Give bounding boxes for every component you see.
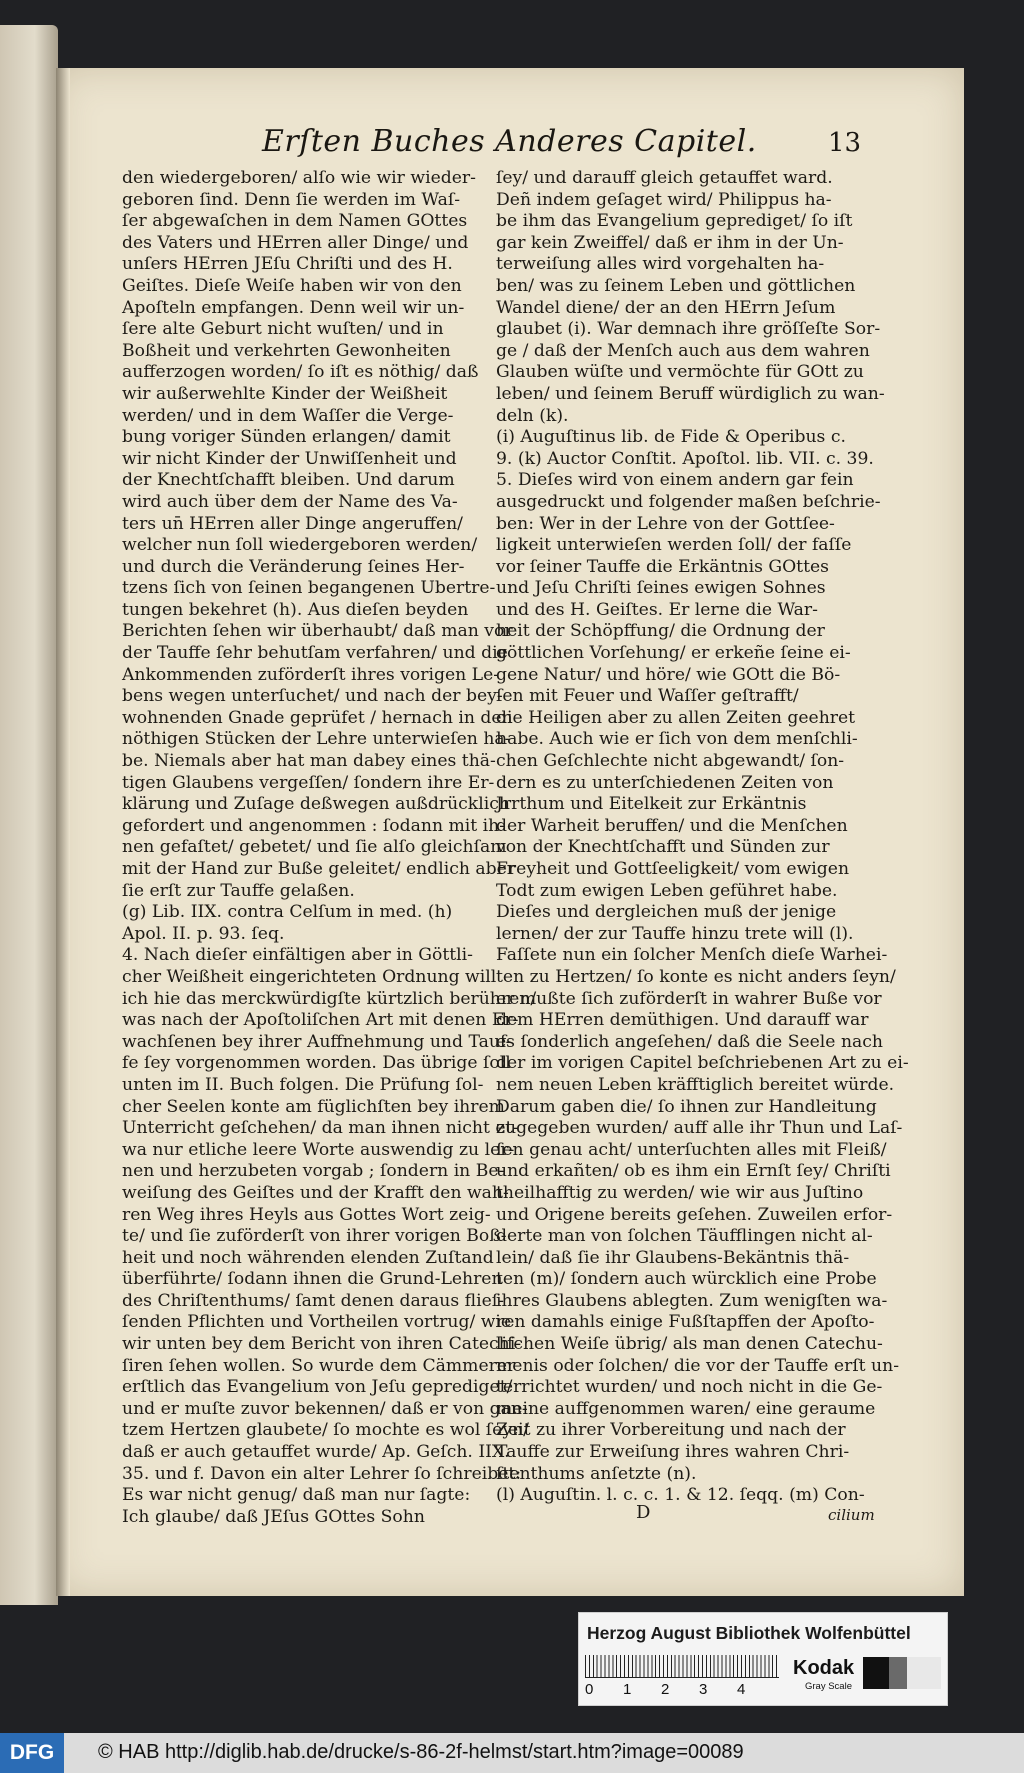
text-line: und Jeſu Chriſti ſeines ewigen Sohnes: [496, 578, 826, 599]
kodak-label: Kodak: [793, 1657, 855, 1679]
text-line: gene Natur/ und höre/ wie GOtt die Bö-: [496, 664, 841, 685]
text-line: be. Niemals aber hat man dabey eines thä-: [122, 751, 496, 772]
text-line: terrichtet wurden/ und noch nicht in die Ge-: [496, 1377, 883, 1398]
text-line: des Chriſtenthums/ ſamt denen daraus flieſ-: [122, 1290, 504, 1311]
text-line: wird auch über dem der Name des Va-: [122, 491, 458, 512]
text-line: ben/ was zu ſeinem Leben und göttlichen: [496, 275, 856, 296]
text-line: der im vorigen Capitel beſchriebenen Art zu ei-: [496, 1053, 909, 1074]
copyright-link[interactable]: © HAB http://diglib.hab.de/drucke/s-86-2f-helmst/start.htm?image=00089: [98, 1741, 744, 1763]
text-line: deln (k).: [496, 405, 569, 426]
text-line: ſiren ſehen wollen. So wurde dem Cämmerer: [122, 1355, 516, 1376]
text-line: ben: Wer in der Lehre von der Gottſee-: [496, 513, 835, 534]
text-line: chen Geſchlechte nicht abgewandt/ ſon-: [496, 751, 845, 772]
text-line: wir unten bey dem Bericht von ihren Catechi-: [122, 1334, 522, 1355]
black-swatch: [863, 1657, 889, 1689]
text-line: er mußte ſich zuförderſt in wahrer Buße vor: [496, 988, 882, 1009]
text-line: der Tauffe ſehr behutſam verfahren/ und die: [122, 643, 508, 664]
text-line: be ihm das Evangelium geprediget/ ſo iſt: [496, 211, 853, 232]
text-line: Apol. II. p. 93. ſeq.: [122, 923, 285, 944]
text-line: ſey/ und darauff gleich getauffet ward.: [496, 168, 833, 188]
text-line: überführte/ ſodann ihnen die Grund-Lehren: [122, 1269, 503, 1290]
text-line: derte man von ſolchen Täufflingen nicht al-: [496, 1226, 873, 1247]
text-line: Freyheit und Gottſeeligkeit/ vom ewigen: [496, 859, 850, 879]
page-gutter: [56, 68, 70, 1596]
text-line: 4. Nach dieſer einfältigen aber in Göttli-: [122, 945, 473, 966]
text-line: fe ſey vorgenommen worden. Das übrige ſoll: [122, 1053, 511, 1074]
text-line: (l) Auguſtin. l. c. c. 1. & 12. ſeqq. (m) Con-: [496, 1485, 865, 1506]
text-line: von der Knechtſchafft und Sünden zur: [496, 837, 830, 858]
text-line: klärung und Zuſage deßwegen außdrücklich: [122, 794, 510, 815]
gray-swatch: [889, 1657, 907, 1689]
text-line: Tauffe zur Erweiſung ihres wahren Chri-: [496, 1442, 850, 1463]
catchword: cilium: [828, 1506, 875, 1524]
text-line: ausgedruckt und folgender maßen beſchrie-: [496, 491, 881, 512]
text-line: Ich glaube/ daß JEſus GOttes Sohn: [122, 1506, 425, 1527]
text-line: und er muſte zuvor bekennen/ daß er von gan-: [122, 1398, 528, 1419]
text-line: wa nur etliche leere Worte auswendig zu ler-: [122, 1139, 515, 1160]
scale-numbers: [585, 1681, 775, 1698]
text-line: menis oder ſolchen/ die vor der Tauffe erſt un-: [496, 1355, 899, 1376]
text-line: cher Seelen konte am füglichſten bey ihrem: [122, 1096, 505, 1117]
scale-number: 2: [661, 1681, 670, 1698]
text-line: unſers HErren JEſu Chriſti und des H.: [122, 254, 453, 275]
scale-number: 3: [699, 1681, 708, 1698]
text-line: Es war nicht genug/ daß man nur ſagte:: [122, 1485, 471, 1506]
text-line: ich hie das merckwürdigſte kürtzlich berühren/: [122, 988, 537, 1009]
text-line: geboren ſind. Denn ſie werden im Waſ-: [122, 189, 461, 210]
text-line: dern es zu unterſchiedenen Zeiten von: [496, 772, 834, 793]
text-line: wohnenden Gnade geprüfet / hernach in den: [122, 707, 513, 728]
text-line: ihres Glaubens ablegten. Zum wenigſten wa-: [496, 1290, 888, 1311]
facing-page-edge: [0, 25, 58, 1605]
text-line: leben/ und ſeinem Beruff würdiglich zu wan-: [496, 383, 885, 404]
text-line: zugegeben wurden/ auff alle ihr Thun und Laſ-: [496, 1118, 903, 1139]
text-line: ſenden Pflichten und Vortheilen vortrug/ wie: [122, 1312, 512, 1333]
gray-scale-label: Gray Scale: [805, 1681, 852, 1692]
dfg-logo[interactable]: DFG: [0, 1733, 64, 1773]
text-line: wir nicht Kinder der Unwiſſenheit und: [122, 448, 457, 469]
text-line: vor ſeiner Tauffe die Erkäntnis GOttes: [496, 556, 829, 577]
text-line: ters un̄ HErren aller Dinge angeruffen/: [122, 513, 463, 534]
text-line: Unterricht geſchehen/ da man ihnen nicht et-: [122, 1118, 519, 1139]
text-line: ren damahls einige Fußſtapffen der Apoſto-: [496, 1312, 875, 1333]
text-line: des Vaters und HErren aller Dinge/ und: [122, 232, 469, 253]
text-line: wachſenen bey ihrer Auffnehmung und Tauf-: [122, 1031, 512, 1052]
running-header: Erſten Buches Anderes Capitel.: [262, 124, 757, 159]
text-line: Todt zum ewigen Leben geführet habe.: [496, 880, 838, 901]
text-line: Faſſete nun ein ſolcher Menſch dieſe Warhei-: [496, 945, 888, 966]
text-line: daß er auch getauffet wurde/ Ap. Geſch. IIX.: [122, 1442, 510, 1463]
text-line: ſen mit Feuer und Waſſer geſtrafft/: [496, 686, 799, 707]
text-line: der Warheit beruffen/ und die Menſchen: [496, 815, 848, 836]
right-text-column: [496, 168, 909, 1507]
text-line: theilhafftig zu werden/ wie wir aus Juſtino: [496, 1182, 864, 1203]
text-line: Deñ indem geſaget wird/ Philippus ha-: [496, 189, 832, 210]
text-line: werden/ und in dem Waſſer die Verge-: [122, 405, 454, 426]
text-line: wir außerwehlte Kinder der Weißheit: [122, 383, 448, 404]
text-line: die Heiligen aber zu allen Zeiten geehret: [496, 707, 856, 728]
text-line: habe. Auch wie er ſich von dem menſchli-: [496, 729, 858, 750]
ruler-scale: [585, 1655, 779, 1678]
text-line: Boßheit und verkehrten Gewonheiten: [122, 340, 451, 361]
text-line: ge / daß der Menſch auch aus dem wahren: [496, 340, 870, 361]
text-line: tzem Hertzen glaubete/ ſo mochte es wol ſeyn/: [122, 1420, 529, 1441]
text-line: bens wegen unterſuchet/ und nach der bey-: [122, 686, 503, 707]
text-line: lernen/ der zur Tauffe hinzu trete will (l).: [496, 923, 854, 944]
text-line: tungen bekehret (h). Aus dieſen beyden: [122, 599, 469, 620]
viewer-footer: [0, 1733, 1024, 1773]
scale-number: 1: [623, 1681, 632, 1698]
text-line: und des H. Geiſtes. Er lerne die War-: [496, 599, 818, 620]
text-line: heit der Schöpffung/ die Ordnung der: [496, 621, 825, 642]
white-swatch: [907, 1657, 941, 1689]
text-line: 9. (k) Auctor Conſtit. Apoſtol. lib. VII. c. 39.: [496, 448, 874, 469]
text-line: nem neuen Leben kräfftiglich bereitet würde.: [496, 1074, 895, 1095]
text-line: was nach der Apoſtoliſchen Art mit denen Er-: [122, 1010, 519, 1031]
scale-number: 4: [737, 1681, 746, 1698]
text-line: Darum gaben die/ ſo ihnen zur Handleitung: [496, 1096, 877, 1117]
text-line: ren Weg ihres Heyls aus Gottes Wort zeig-: [122, 1204, 491, 1225]
signature-mark: D: [636, 1502, 651, 1523]
page-number: 13: [828, 128, 862, 158]
library-title: Herzog August Bibliothek Wolfenbüttel: [587, 1623, 911, 1643]
text-line: Dieſes und dergleichen muß der jenige: [496, 902, 837, 923]
text-line: erſtlich das Evangelium von Jeſu geprediget/: [122, 1377, 513, 1398]
text-line: ligkeit unterwieſen werden ſoll/ der faſſe: [496, 535, 852, 556]
text-line: Zeit zu ihrer Vorbereitung und nach der: [496, 1420, 846, 1441]
text-line: Apoſteln empfangen. Denn weil wir un-: [122, 297, 465, 318]
text-line: bung voriger Sünden erlangen/ damit: [122, 427, 451, 448]
text-line: weiſung des Geiſtes und der Krafft den wah-: [122, 1182, 509, 1203]
text-line: dem HErren demüthigen. Und darauff war: [496, 1010, 869, 1031]
text-line: meine auffgenommen waren/ eine geraume: [496, 1398, 876, 1419]
text-line: nöthigen Stücken der Lehre unterwieſen ha-: [122, 729, 511, 750]
text-line: welcher nun ſoll wiedergeboren werden/: [122, 535, 478, 556]
text-line: nen gefaſtet/ gebetet/ und ſie alſo gleichſam: [122, 837, 507, 858]
text-line: ſie erſt zur Tauffe gelaßen.: [122, 880, 355, 901]
scale-number: 0: [585, 1681, 594, 1698]
text-line: aufferzogen worden/ ſo iſt es nöthig/ daß: [122, 362, 479, 383]
text-line: unten im II. Buch folgen. Die Prüfung ſol-: [122, 1074, 484, 1095]
text-line: tigen Glaubens vergeſſen/ ſondern ihre Er-: [122, 772, 495, 793]
text-line: heit und noch währenden elenden Zuſtand: [122, 1247, 494, 1268]
text-line: Berichten ſehen wir überhaubt/ daß man vor: [122, 621, 513, 642]
text-line: (g) Lib. IIX. contra Celſum in med. (h): [122, 902, 453, 923]
text-line: 5. Dieſes wird von einem andern gar fein: [496, 470, 854, 491]
text-line: Ankommenden zuförderſt ihres vorigen Le-: [122, 664, 500, 685]
library-color-card: [578, 1612, 948, 1706]
text-line: (i) Auguſtinus lib. de Fide & Operibus c.: [496, 427, 846, 448]
text-line: 35. und f. Davon ein alter Lehrer ſo ſchreibet:: [122, 1463, 522, 1484]
text-line: der Knechtſchafft bleiben. Und darum: [122, 470, 455, 491]
text-line: te/ und ſie zuförderſt von ihrer vorigen Boß-: [122, 1226, 507, 1247]
text-line: gar kein Zweiffel/ daß er ihm in der Un-: [496, 232, 844, 253]
text-line: Glauben wüſte und vermöchte für GOtt zu: [496, 362, 864, 383]
text-line: gefordert und angenommen : ſodann mit ih-: [122, 815, 506, 836]
text-line: göttlichen Vorſehung/ er erkeñe ſeine ei-: [496, 643, 851, 664]
text-line: cher Weißheit eingerichteten Ordnung will: [122, 966, 497, 987]
text-line: und erkañten/ ob es ihm ein Ernſt ſey/ Chriſti: [496, 1161, 891, 1182]
text-line: ſere alte Geburt nicht wuſten/ und in: [122, 319, 444, 340]
text-line: und durch die Veränderung ſeines Her-: [122, 556, 465, 577]
text-line: ſer abgewaſchen in dem Namen GOttes: [122, 211, 468, 232]
text-line: liſchen Weiſe übrig/ als man denen Catechu-: [496, 1334, 883, 1355]
text-line: nen und herzubeten vorgab ; ſondern in Be-: [122, 1161, 505, 1182]
text-line: ſen genau acht/ unterſuchten alles mit Fleiß/: [496, 1139, 887, 1160]
text-line: Wandel diene/ der an den HErrn Jeſum: [496, 297, 836, 318]
text-line: terweiſung alles wird vorgehalten ha-: [496, 254, 825, 275]
text-line: ſtenthums anſetzte (n).: [496, 1463, 697, 1484]
text-line: und Origene bereits geſehen. Zuweilen erfor-: [496, 1204, 893, 1225]
text-line: Geiſtes. Dieſe Weiſe haben wir von den: [122, 275, 462, 296]
text-line: ten zu Hertzen/ ſo konte es nicht anders ſeyn/: [496, 966, 896, 987]
text-line: glaubet (i). War demnach ihre gröſſeſte Sor-: [496, 319, 881, 340]
text-line: den wiedergeboren/ alſo wie wir wieder-: [122, 168, 476, 188]
text-line: Jrrthum und Eitelkeit zur Erkäntnis: [496, 794, 807, 815]
text-line: tzens ſich von ſeinen begangenen Ubertre-: [122, 578, 496, 599]
text-line: es ſonderlich angeſehen/ daß die Seele nach: [496, 1031, 883, 1052]
text-line: lein/ daß ſie ihr Glaubens-Bekäntnis thä-: [496, 1247, 850, 1268]
text-line: ten (m)/ ſondern auch würcklich eine Probe: [496, 1269, 877, 1290]
text-line: mit der Hand zur Buße geleitet/ endlich aber: [122, 859, 516, 879]
